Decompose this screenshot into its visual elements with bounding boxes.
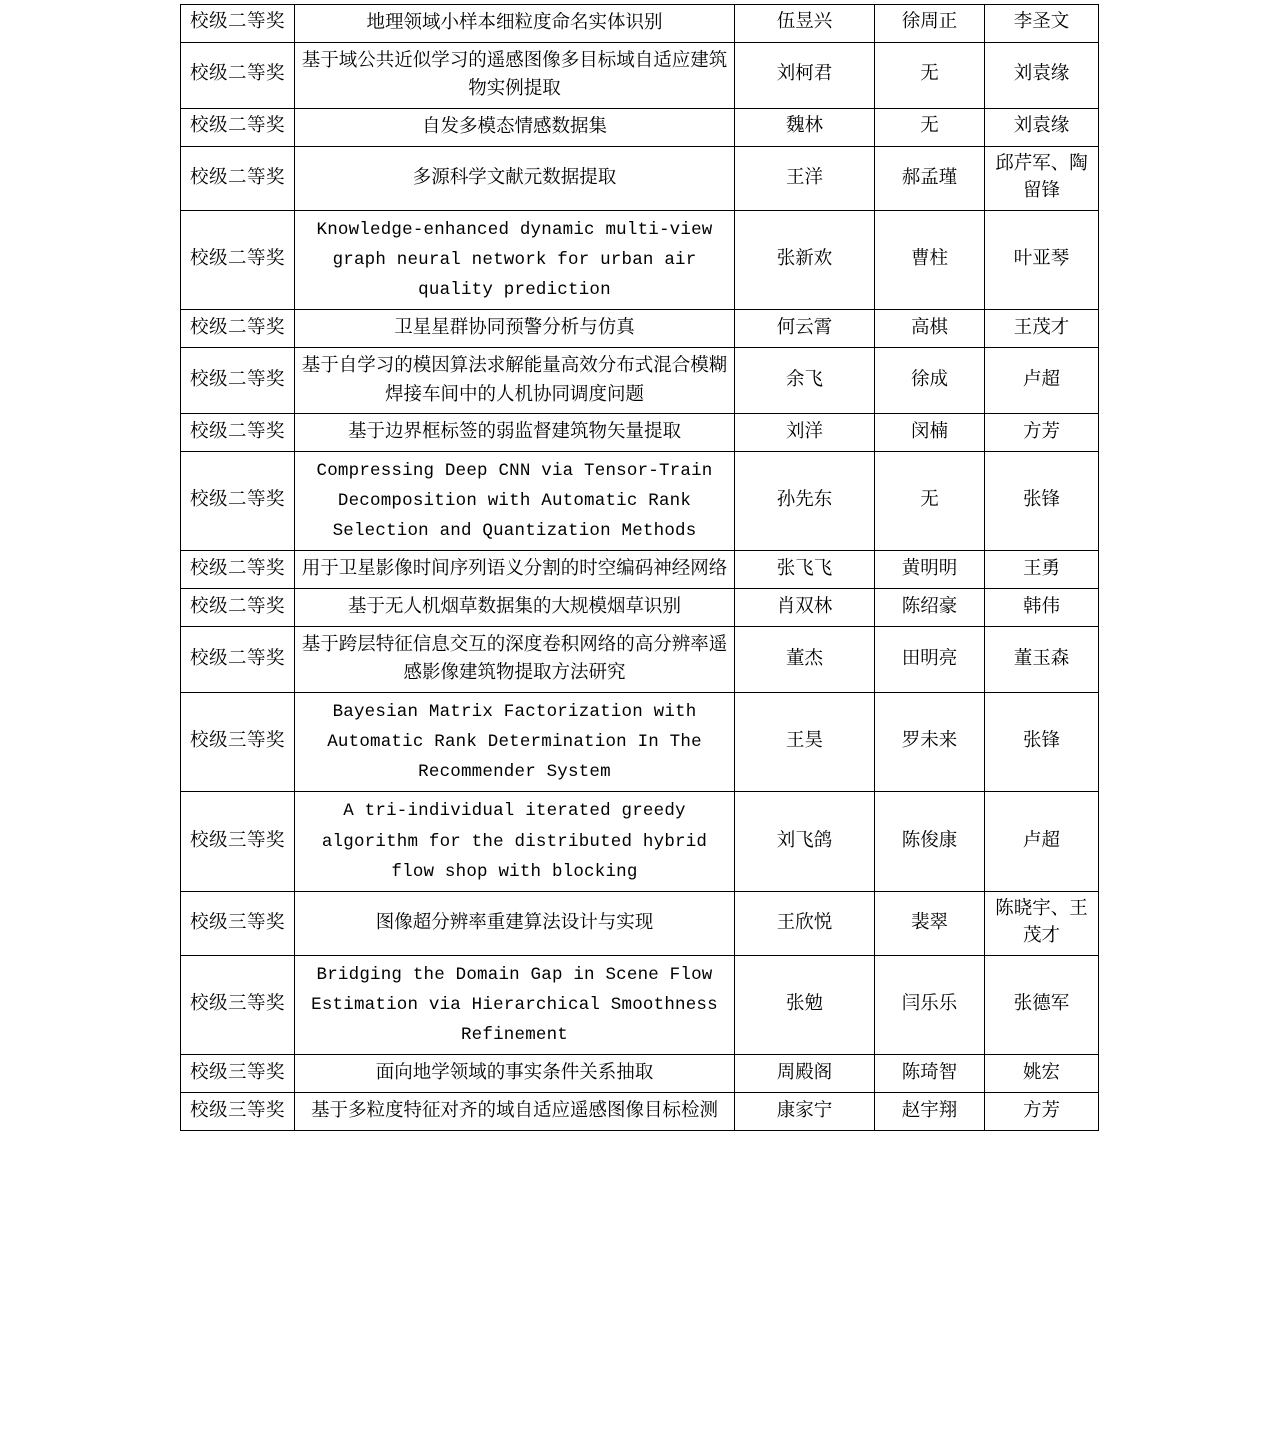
author-cell-2: 赵宇翔: [875, 1093, 985, 1131]
table-row: [181, 693, 1099, 792]
author-cell-1: 何云霄: [735, 310, 875, 348]
project-title-cell: 卫星星群协同预警分析与仿真: [295, 310, 735, 348]
author-cell-1: 康家宁: [735, 1093, 875, 1131]
table-row: [181, 310, 1099, 348]
author-cell-3: 卢超: [985, 348, 1099, 414]
author-cell-1: 张新欢: [735, 211, 875, 310]
author-cell-1: 王欣悦: [735, 891, 875, 956]
project-title-cell: Bridging the Domain Gap in Scene Flow Estimation via Hierarchical Smoothness Refinement: [295, 956, 735, 1055]
author-cell-2: 无: [875, 42, 985, 108]
table-row: [181, 1093, 1099, 1131]
project-title-cell: 基于多粒度特征对齐的域自适应遥感图像目标检测: [295, 1093, 735, 1131]
table-row: [181, 109, 1099, 147]
author-cell-1: 刘柯君: [735, 42, 875, 108]
author-cell-3: 叶亚琴: [985, 211, 1099, 310]
author-cell-3: 姚宏: [985, 1055, 1099, 1093]
award-level-cell: 校级三等奖: [181, 792, 295, 891]
table-row: [181, 211, 1099, 310]
project-title-cell: 用于卫星影像时间序列语义分割的时空编码神经网络: [295, 551, 735, 589]
award-level-cell: 校级二等奖: [181, 42, 295, 108]
award-level-cell: 校级三等奖: [181, 1093, 295, 1131]
author-cell-1: 周殿阁: [735, 1055, 875, 1093]
author-cell-3: 王茂才: [985, 310, 1099, 348]
table-row: [181, 348, 1099, 414]
author-cell-3: 陈晓宇、王茂才: [985, 891, 1099, 956]
author-cell-2: 闫乐乐: [875, 956, 985, 1055]
author-cell-2: 陈琦智: [875, 1055, 985, 1093]
table-row: [181, 792, 1099, 891]
table-row: [181, 5, 1099, 43]
project-title-cell: Bayesian Matrix Factorization with Automatic Rank Determination In The Recommender System: [295, 693, 735, 792]
author-cell-3: 韩伟: [985, 589, 1099, 627]
project-title-cell: 图像超分辨率重建算法设计与实现: [295, 891, 735, 956]
project-title-cell: 基于自学习的模因算法求解能量高效分布式混合模糊焊接车间中的人机协同调度问题: [295, 348, 735, 414]
author-cell-1: 伍昱兴: [735, 5, 875, 43]
award-level-cell: 校级二等奖: [181, 146, 295, 211]
author-cell-1: 余飞: [735, 348, 875, 414]
author-cell-2: 黄明明: [875, 551, 985, 589]
author-cell-2: 曹柱: [875, 211, 985, 310]
author-cell-2: 无: [875, 452, 985, 551]
award-level-cell: 校级二等奖: [181, 310, 295, 348]
author-cell-2: 闵楠: [875, 414, 985, 452]
table-row: [181, 891, 1099, 956]
project-title-cell: Compressing Deep CNN via Tensor-Train Decomposition with Automatic Rank Selection and Quantization Methods: [295, 452, 735, 551]
award-level-cell: 校级二等奖: [181, 211, 295, 310]
author-cell-1: 王昊: [735, 693, 875, 792]
award-level-cell: 校级三等奖: [181, 693, 295, 792]
project-title-cell: 自发多模态情感数据集: [295, 109, 735, 147]
award-level-cell: 校级二等奖: [181, 626, 295, 692]
table-row: [181, 1055, 1099, 1093]
table-row: [181, 146, 1099, 211]
author-cell-3: 张锋: [985, 693, 1099, 792]
table-row: [181, 626, 1099, 692]
award-level-cell: 校级二等奖: [181, 452, 295, 551]
table-row: [181, 589, 1099, 627]
project-title-cell: 基于无人机烟草数据集的大规模烟草识别: [295, 589, 735, 627]
award-level-cell: 校级二等奖: [181, 5, 295, 43]
award-level-cell: 校级三等奖: [181, 956, 295, 1055]
author-cell-3: 方芳: [985, 1093, 1099, 1131]
project-title-cell: 面向地学领域的事实条件关系抽取: [295, 1055, 735, 1093]
author-cell-2: 裴翠: [875, 891, 985, 956]
table-row: [181, 551, 1099, 589]
project-title-cell: Knowledge-enhanced dynamic multi-view graph neural network for urban air quality prediction: [295, 211, 735, 310]
project-title-cell: 基于边界框标签的弱监督建筑物矢量提取: [295, 414, 735, 452]
author-cell-3: 刘袁缘: [985, 42, 1099, 108]
author-cell-3: 董玉森: [985, 626, 1099, 692]
project-title-cell: 地理领域小样本细粒度命名实体识别: [295, 5, 735, 43]
author-cell-1: 孙先东: [735, 452, 875, 551]
award-level-cell: 校级三等奖: [181, 1055, 295, 1093]
author-cell-3: 李圣文: [985, 5, 1099, 43]
author-cell-2: 高棋: [875, 310, 985, 348]
author-cell-2: 陈俊康: [875, 792, 985, 891]
project-title-cell: 基于跨层特征信息交互的深度卷积网络的高分辨率遥感影像建筑物提取方法研究: [295, 626, 735, 692]
author-cell-2: 田明亮: [875, 626, 985, 692]
award-level-cell: 校级二等奖: [181, 348, 295, 414]
author-cell-1: 董杰: [735, 626, 875, 692]
award-table: [180, 4, 1099, 1131]
author-cell-3: 王勇: [985, 551, 1099, 589]
author-cell-3: 方芳: [985, 414, 1099, 452]
award-level-cell: 校级二等奖: [181, 109, 295, 147]
author-cell-1: 魏林: [735, 109, 875, 147]
author-cell-2: 罗未来: [875, 693, 985, 792]
author-cell-3: 邱芹军、陶留锋: [985, 146, 1099, 211]
author-cell-1: 肖双林: [735, 589, 875, 627]
author-cell-2: 徐成: [875, 348, 985, 414]
project-title-cell: 基于域公共近似学习的遥感图像多目标域自适应建筑物实例提取: [295, 42, 735, 108]
author-cell-2: 徐周正: [875, 5, 985, 43]
author-cell-3: 刘袁缘: [985, 109, 1099, 147]
table-row: [181, 42, 1099, 108]
award-level-cell: 校级三等奖: [181, 891, 295, 956]
author-cell-3: 张锋: [985, 452, 1099, 551]
project-title-cell: 多源科学文献元数据提取: [295, 146, 735, 211]
table-row: [181, 452, 1099, 551]
author-cell-1: 刘飞鸽: [735, 792, 875, 891]
author-cell-1: 王洋: [735, 146, 875, 211]
award-table-body: [181, 5, 1099, 1131]
table-row: [181, 956, 1099, 1055]
author-cell-2: 郝孟瑾: [875, 146, 985, 211]
author-cell-3: 张德军: [985, 956, 1099, 1055]
author-cell-1: 张勉: [735, 956, 875, 1055]
author-cell-1: 张飞飞: [735, 551, 875, 589]
award-level-cell: 校级二等奖: [181, 551, 295, 589]
award-level-cell: 校级二等奖: [181, 414, 295, 452]
table-row: [181, 414, 1099, 452]
author-cell-1: 刘洋: [735, 414, 875, 452]
author-cell-2: 无: [875, 109, 985, 147]
author-cell-3: 卢超: [985, 792, 1099, 891]
project-title-cell: A tri-individual iterated greedy algorithm for the distributed hybrid flow shop with blocking: [295, 792, 735, 891]
author-cell-2: 陈绍豪: [875, 589, 985, 627]
award-level-cell: 校级二等奖: [181, 589, 295, 627]
